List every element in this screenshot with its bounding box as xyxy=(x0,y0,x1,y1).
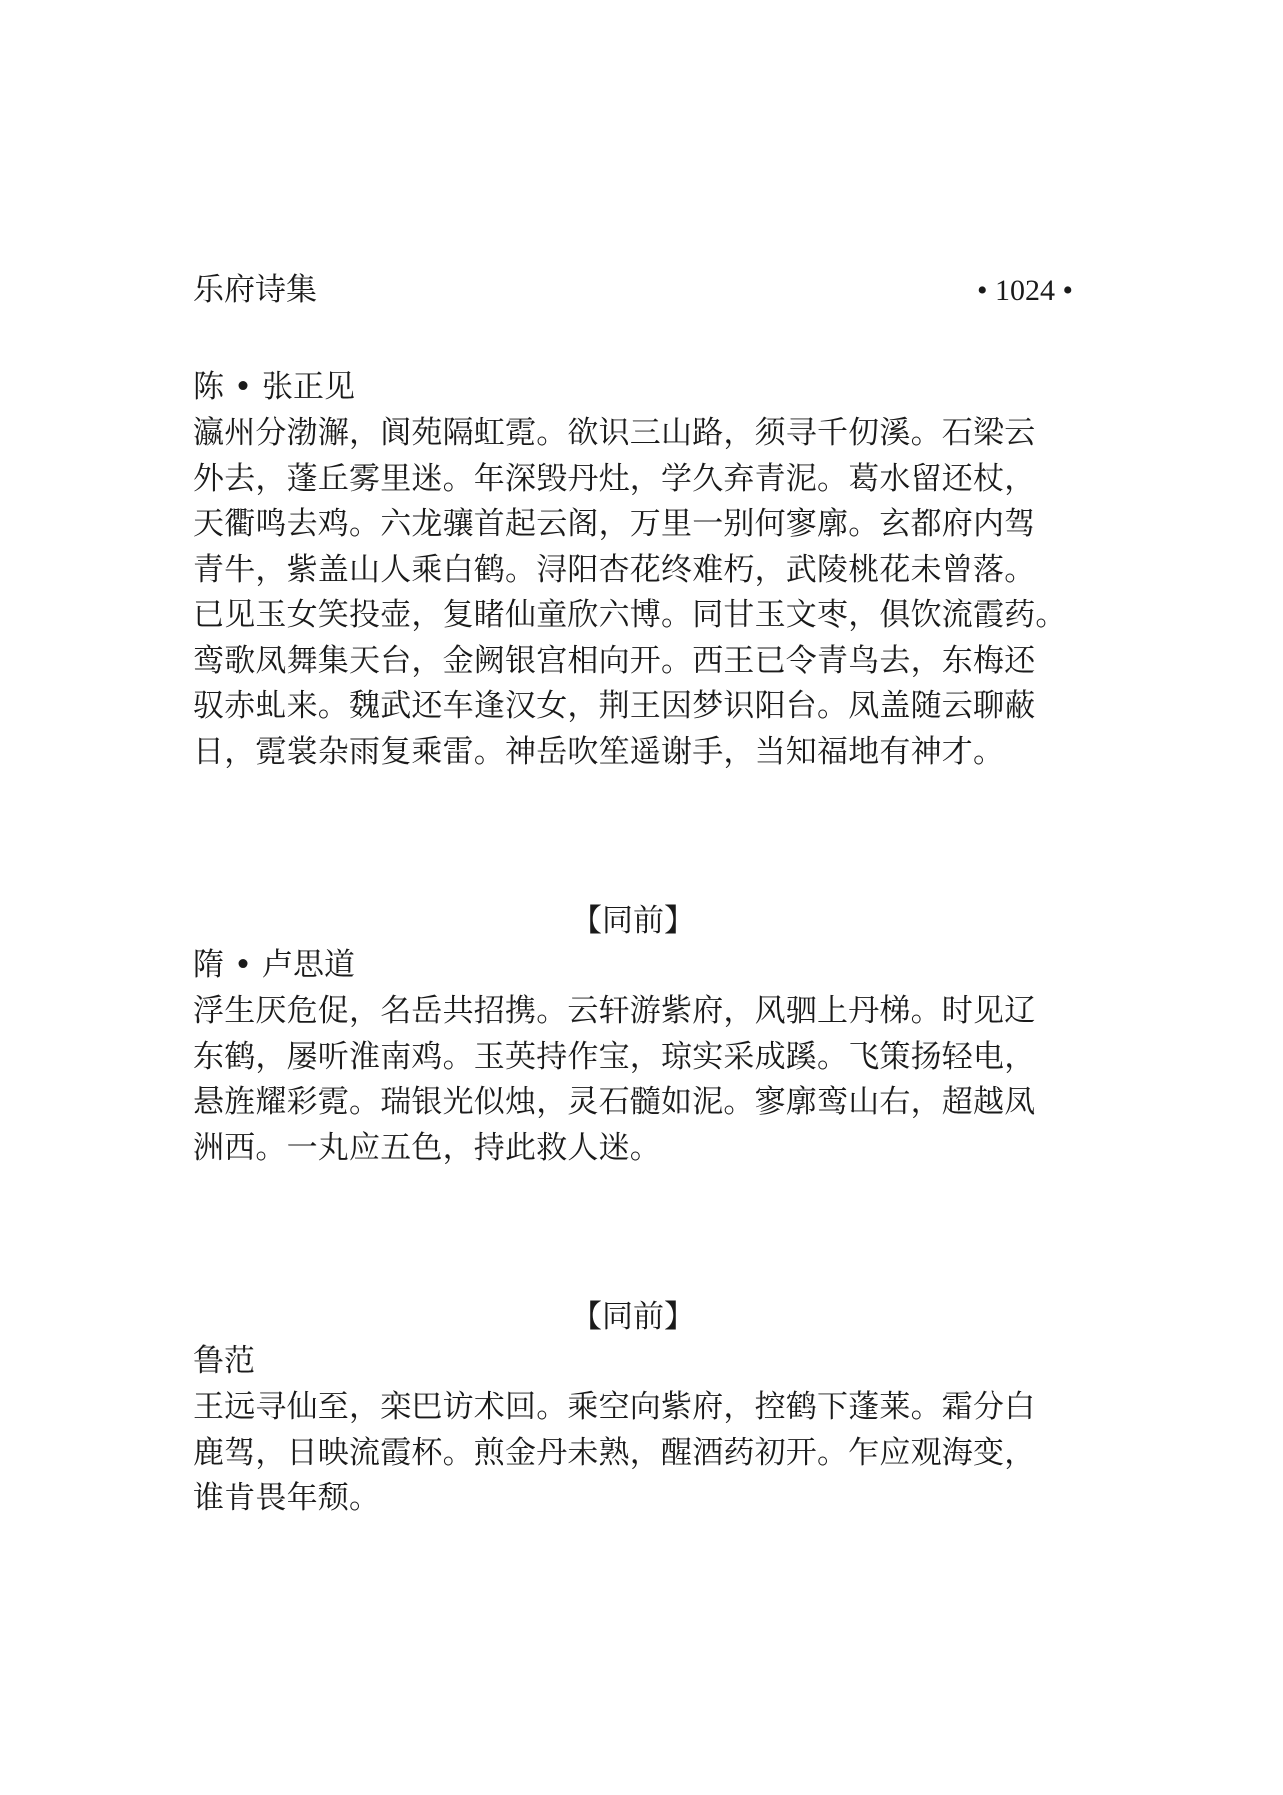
poem-line: 驭赤虬来。魏武还车逢汉女，荆王因梦识阳台。凤盖随云聊蔽 xyxy=(193,688,1036,724)
poem-line: 洲西。一丸应五色，持此救人迷。 xyxy=(193,1129,661,1166)
poem-section-1 xyxy=(193,365,1093,775)
poem-line: 悬旌耀彩霓。瑞银光似烛，灵石髓如泥。寥廓鸾山右，超越凤 xyxy=(193,1084,1036,1120)
book-title: 乐府诗集 xyxy=(193,272,317,308)
section-spacer xyxy=(193,1171,1093,1295)
poem-section-2 xyxy=(193,899,1093,1171)
poem-line: 日，霓裳杂雨复乘雷。神岳吹笙遥谢手，当知福地有神才。 xyxy=(193,733,1005,770)
poem-section-3 xyxy=(193,1295,1093,1522)
poem-text xyxy=(193,411,1093,775)
page-number: • 1024 • xyxy=(976,274,1073,307)
poem-line: 东鹤，屡听淮南鸡。玉英持作宝，琼实采成蹊。飞策扬轻电， xyxy=(193,1038,1036,1075)
section-heading: 【同前】 xyxy=(571,903,695,939)
poem-line: 王远寻仙至，栾巴访术回。乘空向紫府，控鹤下蓬莱。霜分白 xyxy=(193,1389,1036,1425)
poem-line: 外去，蓬丘雾里迷。年深毁丹灶，学久弃青泥。葛水留还杖， xyxy=(193,460,1036,497)
poem-text xyxy=(193,1385,1093,1522)
poem-line: 瀛州分渤澥，阆苑隔虹霓。欲识三山路，须寻千仞溪。石梁云 xyxy=(193,415,1036,451)
poem-author: 陈 • 张正见 xyxy=(193,369,355,405)
poem-line: 鸾歌凤舞集天台，金阙银宫相向开。西王已令青鸟去，东梅还 xyxy=(193,642,1036,679)
poem-author: 鲁范 xyxy=(193,1343,255,1379)
poem-line: 鹿驾，日映流霞杯。煎金丹未熟，醒酒药初开。乍应观海变， xyxy=(193,1434,1036,1471)
poem-line: 已见玉女笑投壶，复睹仙童欣六博。同甘玉文枣，俱饮流霞药。 xyxy=(193,597,1067,633)
section-spacer xyxy=(193,775,1093,899)
document-page xyxy=(193,268,1093,1522)
poem-line: 谁肯畏年颓。 xyxy=(193,1480,381,1516)
page-header xyxy=(193,268,1073,313)
section-heading: 【同前】 xyxy=(571,1299,695,1335)
poem-author: 隋 • 卢思道 xyxy=(193,947,355,983)
poem-line: 天衢鸣去鸡。六龙骧首起云阁，万里一别何寥廓。玄都府内驾 xyxy=(193,506,1036,542)
poem-text xyxy=(193,989,1093,1171)
poem-line: 浮生厌危促，名岳共招携。云轩游紫府，风驷上丹梯。时见辽 xyxy=(193,993,1036,1029)
poem-line: 青牛，紫盖山人乘白鹤。浔阳杏花终难朽，武陵桃花未曾落。 xyxy=(193,551,1036,588)
